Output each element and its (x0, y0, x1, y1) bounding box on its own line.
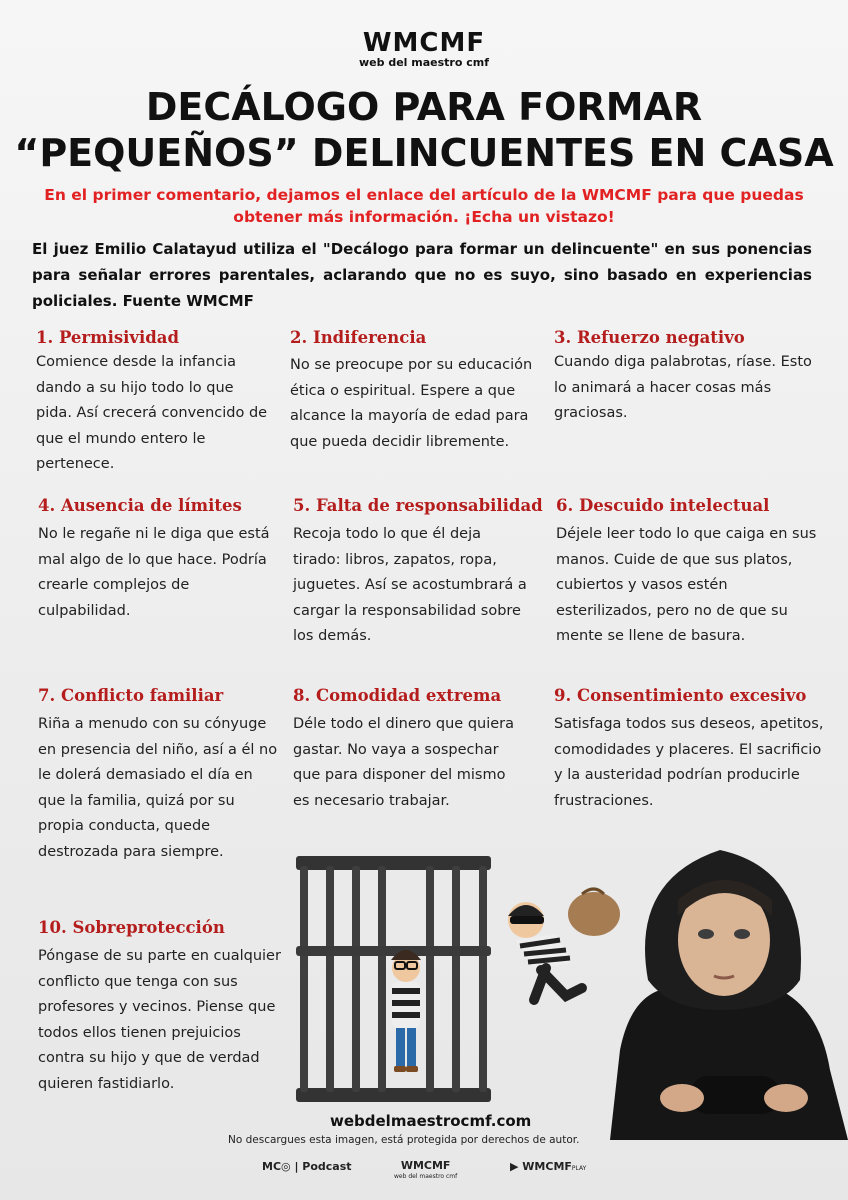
rule-title: 4. Ausencia de límites (38, 496, 242, 515)
rule-item-6 (556, 494, 818, 650)
rule-text: No se preocupe por su educación ética o espiritual. Espere a que alcance la mayoría de edad para que pueda decidir libremente. (290, 357, 533, 450)
rule-title: 3. Refuerzo negativo (554, 328, 745, 347)
rule-item-1 (36, 326, 271, 478)
rule-item-8 (293, 684, 518, 814)
rule-text: Déle todo el dinero que quiera gastar. No vaya a sospechar que para disponer del mismo es necesario trabajar. (293, 716, 515, 809)
rule-text: Póngase de su parte en cualquier conflicto que tenga con sus profesores y vecinos. Piense que todos ellos tienen prejuicios contra su hijo y que de verdad quieren fastidiarlo. (38, 948, 281, 1092)
rule-text: No le regañe ni le diga que está mal algo de lo que hace. Podría crearle complejos de culpabilidad. (38, 526, 270, 619)
page-title (0, 84, 848, 176)
rule-text: Recoja todo lo que él deja tirado: libros, zapatos, ropa, juguetes. Así se acostumbrará a cargar la responsabilidad sobre los demás. (293, 526, 527, 644)
comment-note: En el primer comentario, dejamos el enlace del artículo de la WMCMF para que puedas obtener más información. ¡Echa un vistazo! (44, 186, 804, 226)
rule-title: 2. Indiferencia (290, 328, 427, 347)
play-logo-mark: WMCMF (522, 1160, 572, 1173)
rule-title: 6. Descuido intelectual (556, 496, 770, 515)
footer-logos (0, 1160, 848, 1184)
rule-item-9 (554, 684, 824, 814)
rule-item-5 (293, 494, 543, 650)
jail-cell-illustration (296, 856, 491, 1106)
rule-title: 8. Comodidad extrema (293, 686, 502, 705)
rule-title: 5. Falta de responsabilidad (293, 496, 543, 515)
play-icon: ▶ (510, 1160, 523, 1173)
brand-mark: WMCMF (362, 28, 486, 58)
copyright-notice: No descargues esta imagen, está protegida por derechos de autor. (228, 1134, 580, 1146)
mic-icon: MC◎ | (262, 1160, 303, 1173)
rule-item-3 (554, 326, 824, 427)
rule-item-7 (38, 684, 283, 865)
footer-url[interactable]: webdelmaestrocmf.com (330, 1112, 532, 1130)
brand-logo (0, 28, 848, 69)
play-logo-sub: PLAY (571, 1165, 587, 1172)
title-line-1: DECÁLOGO PARA FORMAR (145, 85, 703, 129)
hooded-child-illustration (590, 820, 848, 1140)
rule-title: 7. Conflicto familiar (38, 686, 224, 705)
prisoner-figure (391, 950, 421, 1072)
rule-title: 10. Sobreprotección (38, 918, 225, 937)
rule-text: Cuando diga palabrotas, ríase. Esto lo animará a hacer cosas más graciosas. (554, 354, 812, 421)
rule-text: Satisfaga todos sus deseos, apetitos, comodidades y placeres. El sacrificio y la austeridad podrían producirle frustraciones. (554, 716, 824, 809)
title-line-2: “PEQUEÑOS” DELINCUENTES EN CASA (14, 131, 834, 175)
rule-text: Comience desde la infancia dando a su hijo todo lo que pida. Así crecerá convencido de que el mundo entero le pertenece. (36, 354, 268, 472)
rule-item-2 (290, 326, 535, 455)
brand-subtitle: web del maestro cmf (359, 56, 489, 69)
footer-logo-sub: web del maestro cmf (394, 1173, 458, 1180)
rule-title: 9. Consentimiento excesivo (554, 686, 807, 705)
podcast-logo (262, 1160, 352, 1173)
rule-text: Déjele leer todo lo que caiga en sus manos. Cuide de que sus platos, cubiertos y vasos estén esterilizados, pero no de que su mente se llene de basura. (556, 526, 817, 644)
rule-text: Riña a menudo con su cónyuge en presencia del niño, así a él no le dolerá demasiado el día en que la familia, quizá por su propia conducta, quede destrozada para siempre. (38, 716, 278, 860)
intro-paragraph: El juez Emilio Calatayud utiliza el "Decálogo para formar un delincuente" en sus ponencias para señalar errores parentales, aclarando que no es suyo, sino basado en experiencias policiales. Fuente WMCMF (32, 240, 812, 310)
rule-item-10 (38, 916, 288, 1097)
rule-title: 1. Permisividad (36, 328, 180, 347)
rule-item-4 (38, 494, 278, 624)
wmcmf-footer-logo (394, 1160, 457, 1182)
footer-logo-mark: WMCMF (400, 1159, 451, 1172)
wmcmf-play-logo (510, 1160, 586, 1173)
podcast-label: Podcast (302, 1160, 352, 1173)
